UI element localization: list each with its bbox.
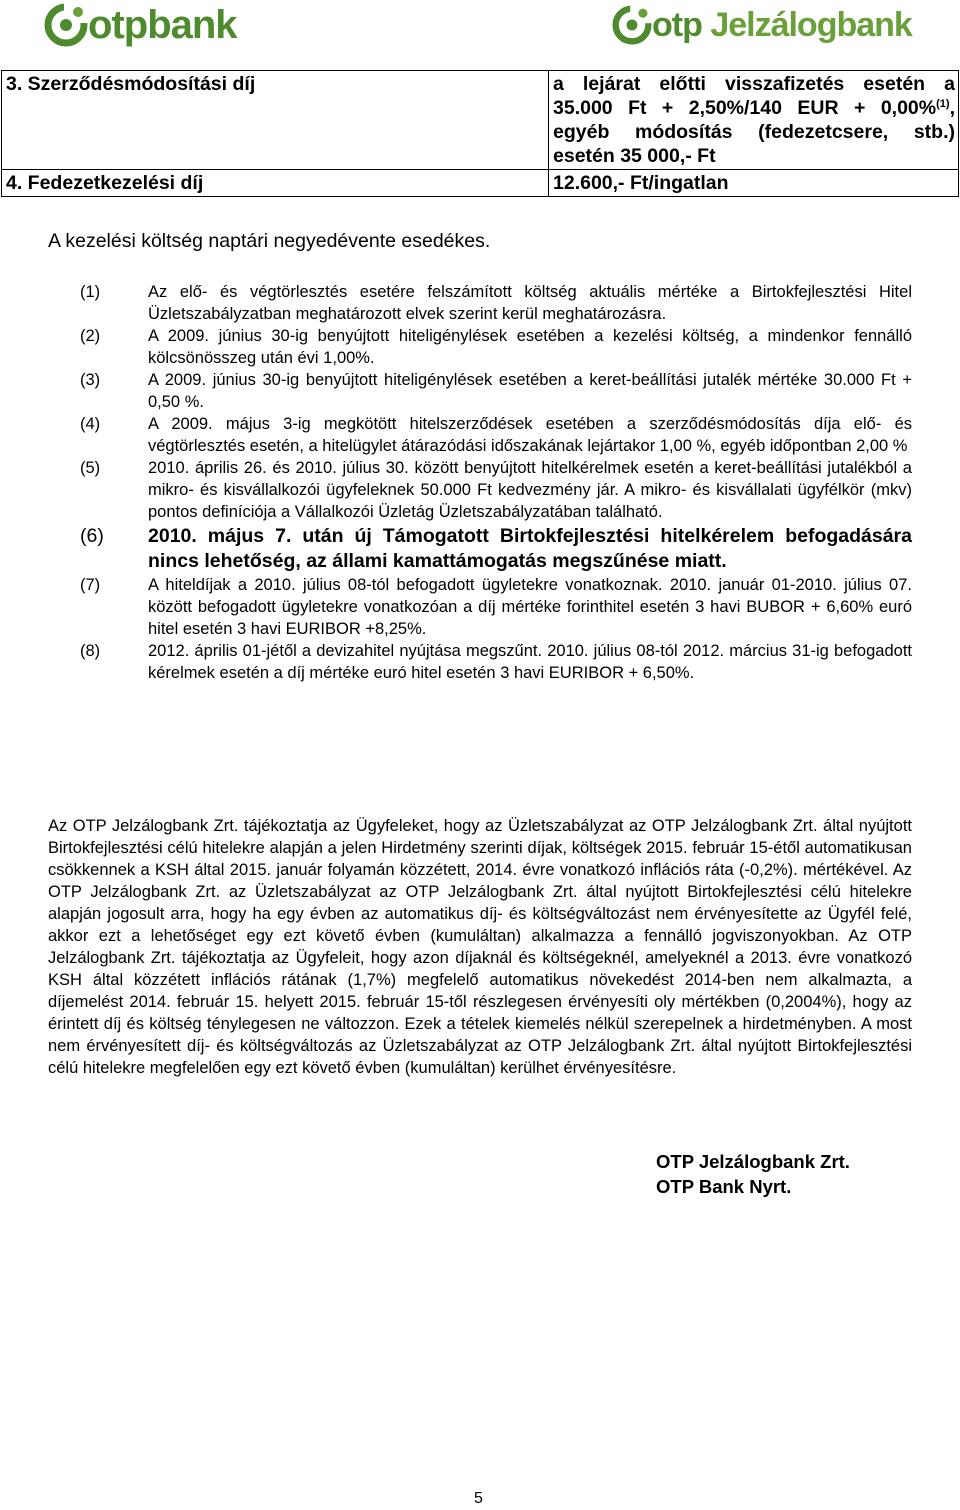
otpbank-logo [44,2,237,48]
footnote-8: (8) 2012. április 01-jétől a devizahitel nyújtása megszűnt. 2010. július 08-tól 2012. március 31-ig befogadott kérelmek esetén a díj mértéke euró hitel esetén 3 havi EURIBOR + 6,50%. [80,642,912,682]
signature-line-1: OTP Jelzálogbank Zrt. [656,1151,850,1172]
otp-jelzalogbank-logo [612,2,912,48]
fee-value: 12.600,- Ft/ingatlan [549,170,959,197]
footnote-5: (5) 2010. április 26. és 2010. július 30. között benyújtott hitelkérelmek esetén a keret-beállítási jutalékból a mikro- és kisvállalkozói ügyfeleknek 50.000 Ft kedvezmény jár. A mikro- és kisvállalati ügyfélkör (mkv) pontos definíciója a Vállalkozói Üzletág Üzletszabályzatában található. [80,459,912,521]
otpbank-logo-text: otpbank [88,3,237,47]
fee-label: 4. Fedezetkezelési díj [2,170,549,197]
page-number: 5 [474,1490,483,1507]
quarterly-note: A kezelési költség naptári negyedévente esedékes. [48,230,491,252]
otp-swirl-icon [44,3,88,47]
fee-label: 3. Szerződésmódosítási díj [2,71,549,170]
otp-swirl-icon [612,5,652,45]
info-paragraph: Az OTP Jelzálogbank Zrt. tájékoztatja az Ügyfeleket, hogy az Üzletszabályzat az OTP Jelzálogbank Zrt. által nyújtott Birtokfejlesztési célú hitelekre alapján a jelen Hirdetmény szerinti díjak, költségek 2015. február 15-étől automatikusan csökkennek a KSH által 2015. január folyamán közzétett, 2014. évre vonatkozó inflációs ráta (-0,2%). mértékével. Az OTP Jelzálogbank Zrt. az Üzletszabályzat az OTP Jelzálogbank Zrt. által nyújtott Birtokfejlesztési célú hitelekre alapján jogosult arra, hogy ha egy évben az automatikus díj- és költségváltozást nem érvényesítette az Ügyfél felé, akkor ezt a lehetőséget egy ezt követő évben (kumuláltan) alkalmazza a fennálló jogviszonyokban. Az OTP Jelzálogbank Zrt. tájékoztatja az Ügyfeleit, hogy azon díjaknál és költségeknél, amelyeknél a 2013. évre vonatkozó KSH által közzétett inflációs rátának (1,7%) megfelelő automatikus növekedést 2014-ben nem alkalmazta, a díjemelést 2014. február 15. helyett 2015. február 15-től részlegesen érvényesíti oly mértékben (0,2004%), hogy az érintett díj és költség ténylegesen ne változzon. Ezek a tételek kiemelés nélkül szerepelnek a hirdetményben. A most nem érvényesített díj- és költségváltozás az Üzletszabályzat az OTP Jelzálogbank Zrt. által nyújtott Birtokfejlesztési célú hitelekre megfelelően egy ezt követő évben (kumuláltan) kerülhet érvényesítésre. [48,817,912,1077]
footnotes [80,281,912,684]
footnote-1: (1) Az elő- és végtörlesztés esetére felszámított költség aktuális mértéke a Birtokfejlesztési Hitel Üzletszabályzatban meghatározott elvek szerint kerül meghatározásra. [80,283,912,323]
footnote-4: (4) A 2009. május 3-ig megkötött hitelszerződések esetében a szerződésmódosítás díja elő- és végtörlesztés esetén, a hitelügylet átárazódási időszakának lejártakor 1,00 %, egyéb időpontban 2,00 % [80,415,912,455]
fee-value: a lejárat előtti visszafizetés esetén a 35.000 Ft + 2,50%/140 EUR + 0,00%$^{(1)}$, egyéb módosítás (fedezetcsere, stb.) esetén 35 000,- Ft [549,71,959,170]
table-row [2,71,959,170]
signature-line-2: OTP Bank Nyrt. [656,1175,792,1197]
table-row [2,170,959,197]
signature-block [656,1150,850,1199]
footnote-6: (6) 2010. május 7. után új Támogatott Birtokfejlesztési hitelkérelem befogadására nincs lehetőség, az állami kamattámogatás megszűnése miatt. [80,525,912,572]
footnote-7: (7) A hiteldíjak a 2010. július 08-tól befogadott ügyletekre vonatkoznak. 2010. január 01-2010. július 07. között befogadott ügyletekre vonatkozóan a díj mértéke forinthitel esetén 3 havi BUBOR + 6,60% euró hitel esetén 3 havi EURIBOR +8,25%. [80,576,912,638]
footnote-2: (2) A 2009. június 30-ig benyújtott hiteligénylések esetében a kezelési költség, a mindenkor fennálló kölcsönösszeg után évi 1,00%. [80,327,912,367]
fee-table [1,70,959,197]
footnote-3: (3) A 2009. június 30-ig benyújtott hiteligénylések esetében a keret-beállítási jutalék mértéke 30.000 Ft + 0,50 %. [80,371,912,411]
otp-jelzalogbank-logo-text: otp Jelzálogbank [652,6,912,44]
